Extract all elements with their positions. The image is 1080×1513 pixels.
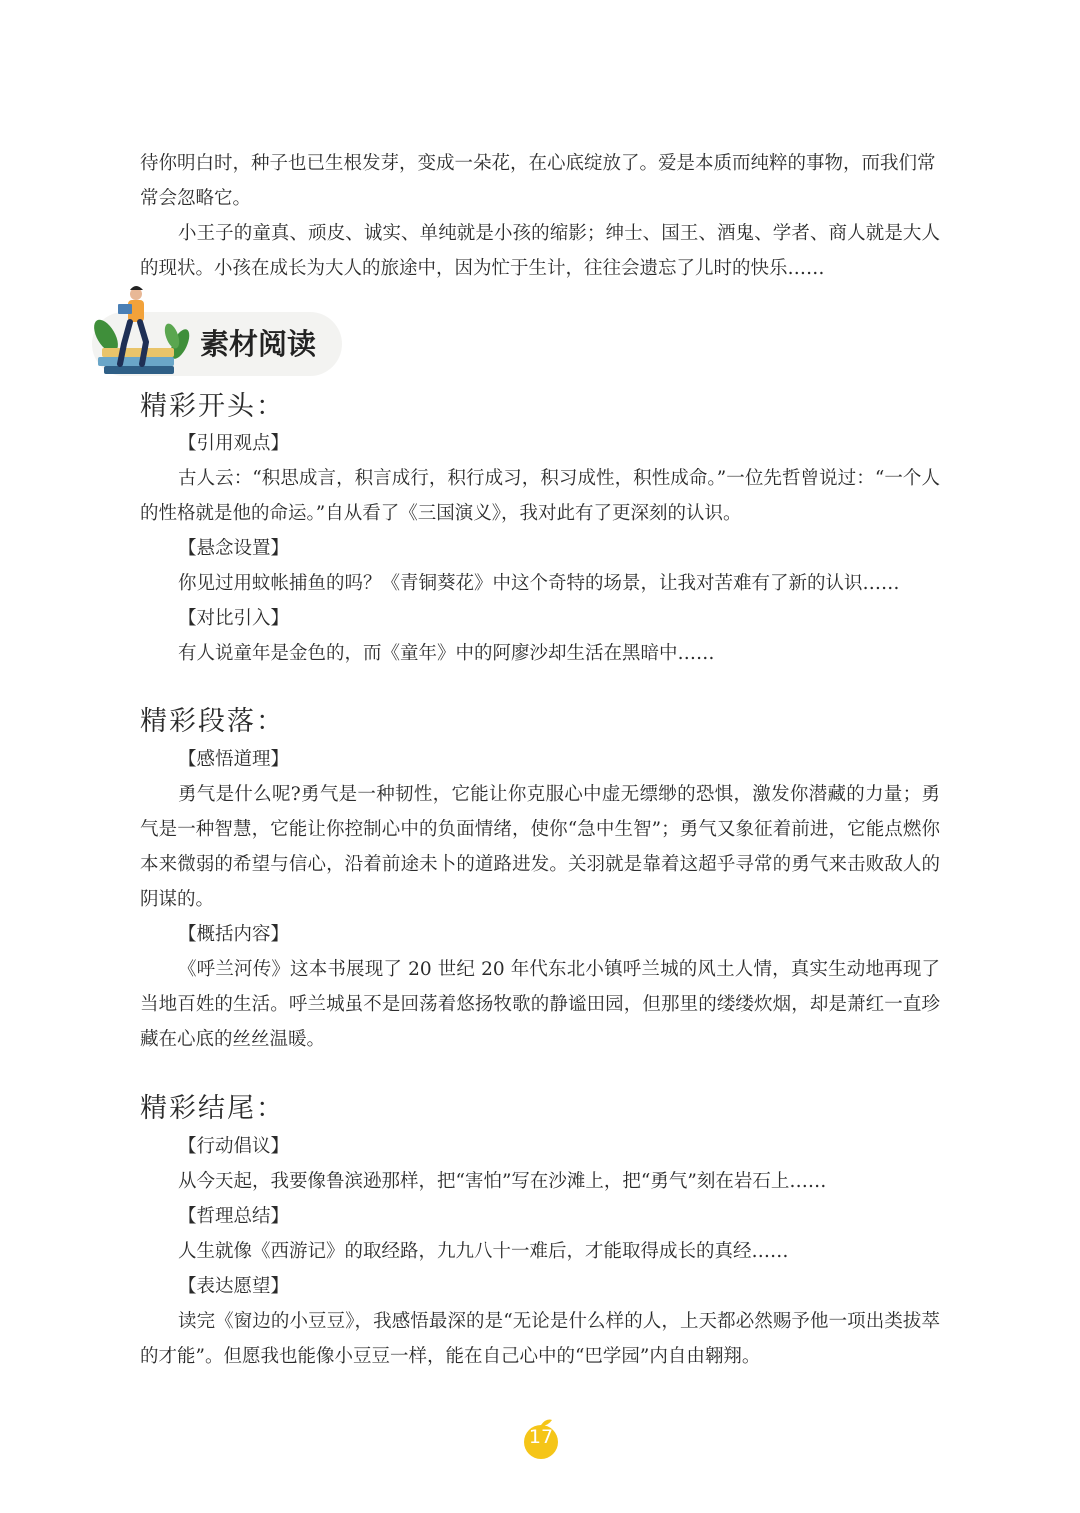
- text-insight: 勇气是什么呢?勇气是一种韧性，它能让你克服心中虚无缥缈的恐惧，激发你潜藏的力量；勇气是一种智慧，它能让你控制心中的负面情绪，使你“急中生智”；勇气又象征着前进，它能点燃你本来微弱的希望与信心，沿着前途未卜的道路进发。关羽就是靠着这超乎寻常的勇气来击败敌人的阴谋的。: [140, 784, 940, 910]
- reading-person-icon: [88, 278, 198, 378]
- text-philosophy: 人生就像《西游记》的取经路，九九八十一难后，才能取得成长的真经……: [178, 1241, 789, 1262]
- tag-contrast: 【对比引入】: [178, 608, 290, 629]
- banner-title: 素材阅读: [200, 327, 317, 361]
- tag-insight: 【感悟道理】: [178, 749, 290, 770]
- tag-philosophy: 【哲理总结】: [178, 1206, 290, 1227]
- heading-ending: 精彩结尾：: [140, 1093, 285, 1124]
- text-summary: 《呼兰河传》这本书展现了 20 世纪 20 年代东北小镇呼兰城的风土人情，真实生动地再现了当地百姓的生活。呼兰城虽不是回荡着悠扬牧歌的静谧田园，但那里的缕缕炊烟，却是萧红一直珍藏在心底的丝丝温暖。: [140, 959, 940, 1050]
- intro-line-1: 待你明白时，种子也已生根发芽，变成一朵花，在心底绽放了。爱是本质而纯粹的事物，而我们常: [140, 153, 936, 174]
- section-banner: [88, 300, 348, 380]
- intro-paragraph-2: 小王子的童真、顽皮、诚实、单纯就是小孩的缩影；绅士、国王、酒鬼、学者、商人就是大人的现状。小孩在成长为大人的旅途中，因为忙于生计，往往会遗忘了儿时的快乐……: [140, 223, 940, 279]
- tag-quote-view: 【引用观点】: [178, 433, 290, 454]
- page-number: 17: [528, 1426, 554, 1448]
- page-number-badge: [522, 1416, 560, 1460]
- tag-summary: 【概括内容】: [178, 924, 290, 945]
- text-wish: 读完《窗边的小豆豆》，我感悟最深的是“无论是什么样的人，上天都必然赐予他一项出类拔萃的才能”。但愿我也能像小豆豆一样，能在自己心中的“巴学园”内自由翱翔。: [140, 1311, 940, 1367]
- text-quote-view: 古人云：“积思成言，积言成行，积行成习，积习成性，积性成命。”一位先哲曾说过：“一个人的性格就是他的命运。”自从看了《三国演义》，我对此有了更深刻的认识。: [140, 468, 940, 524]
- heading-paragraph: 精彩段落：: [140, 706, 285, 737]
- tag-action: 【行动倡议】: [178, 1136, 290, 1157]
- text-suspense: 你见过用蚊帐捕鱼的吗？《青铜葵花》中这个奇特的场景，让我对苦难有了新的认识……: [178, 573, 900, 594]
- intro-line-2: 常会忽略它。: [140, 188, 252, 209]
- intro-paragraph-1: [140, 146, 940, 216]
- tag-suspense: 【悬念设置】: [178, 538, 290, 559]
- tag-wish: 【表达愿望】: [178, 1276, 290, 1297]
- text-contrast: 有人说童年是金色的，而《童年》中的阿廖沙却生活在黑暗中……: [178, 643, 715, 664]
- text-action: 从今天起，我要像鲁滨逊那样，把“害怕”写在沙滩上，把“勇气”刻在岩石上……: [178, 1171, 827, 1192]
- heading-opening: 精彩开头：: [140, 391, 285, 422]
